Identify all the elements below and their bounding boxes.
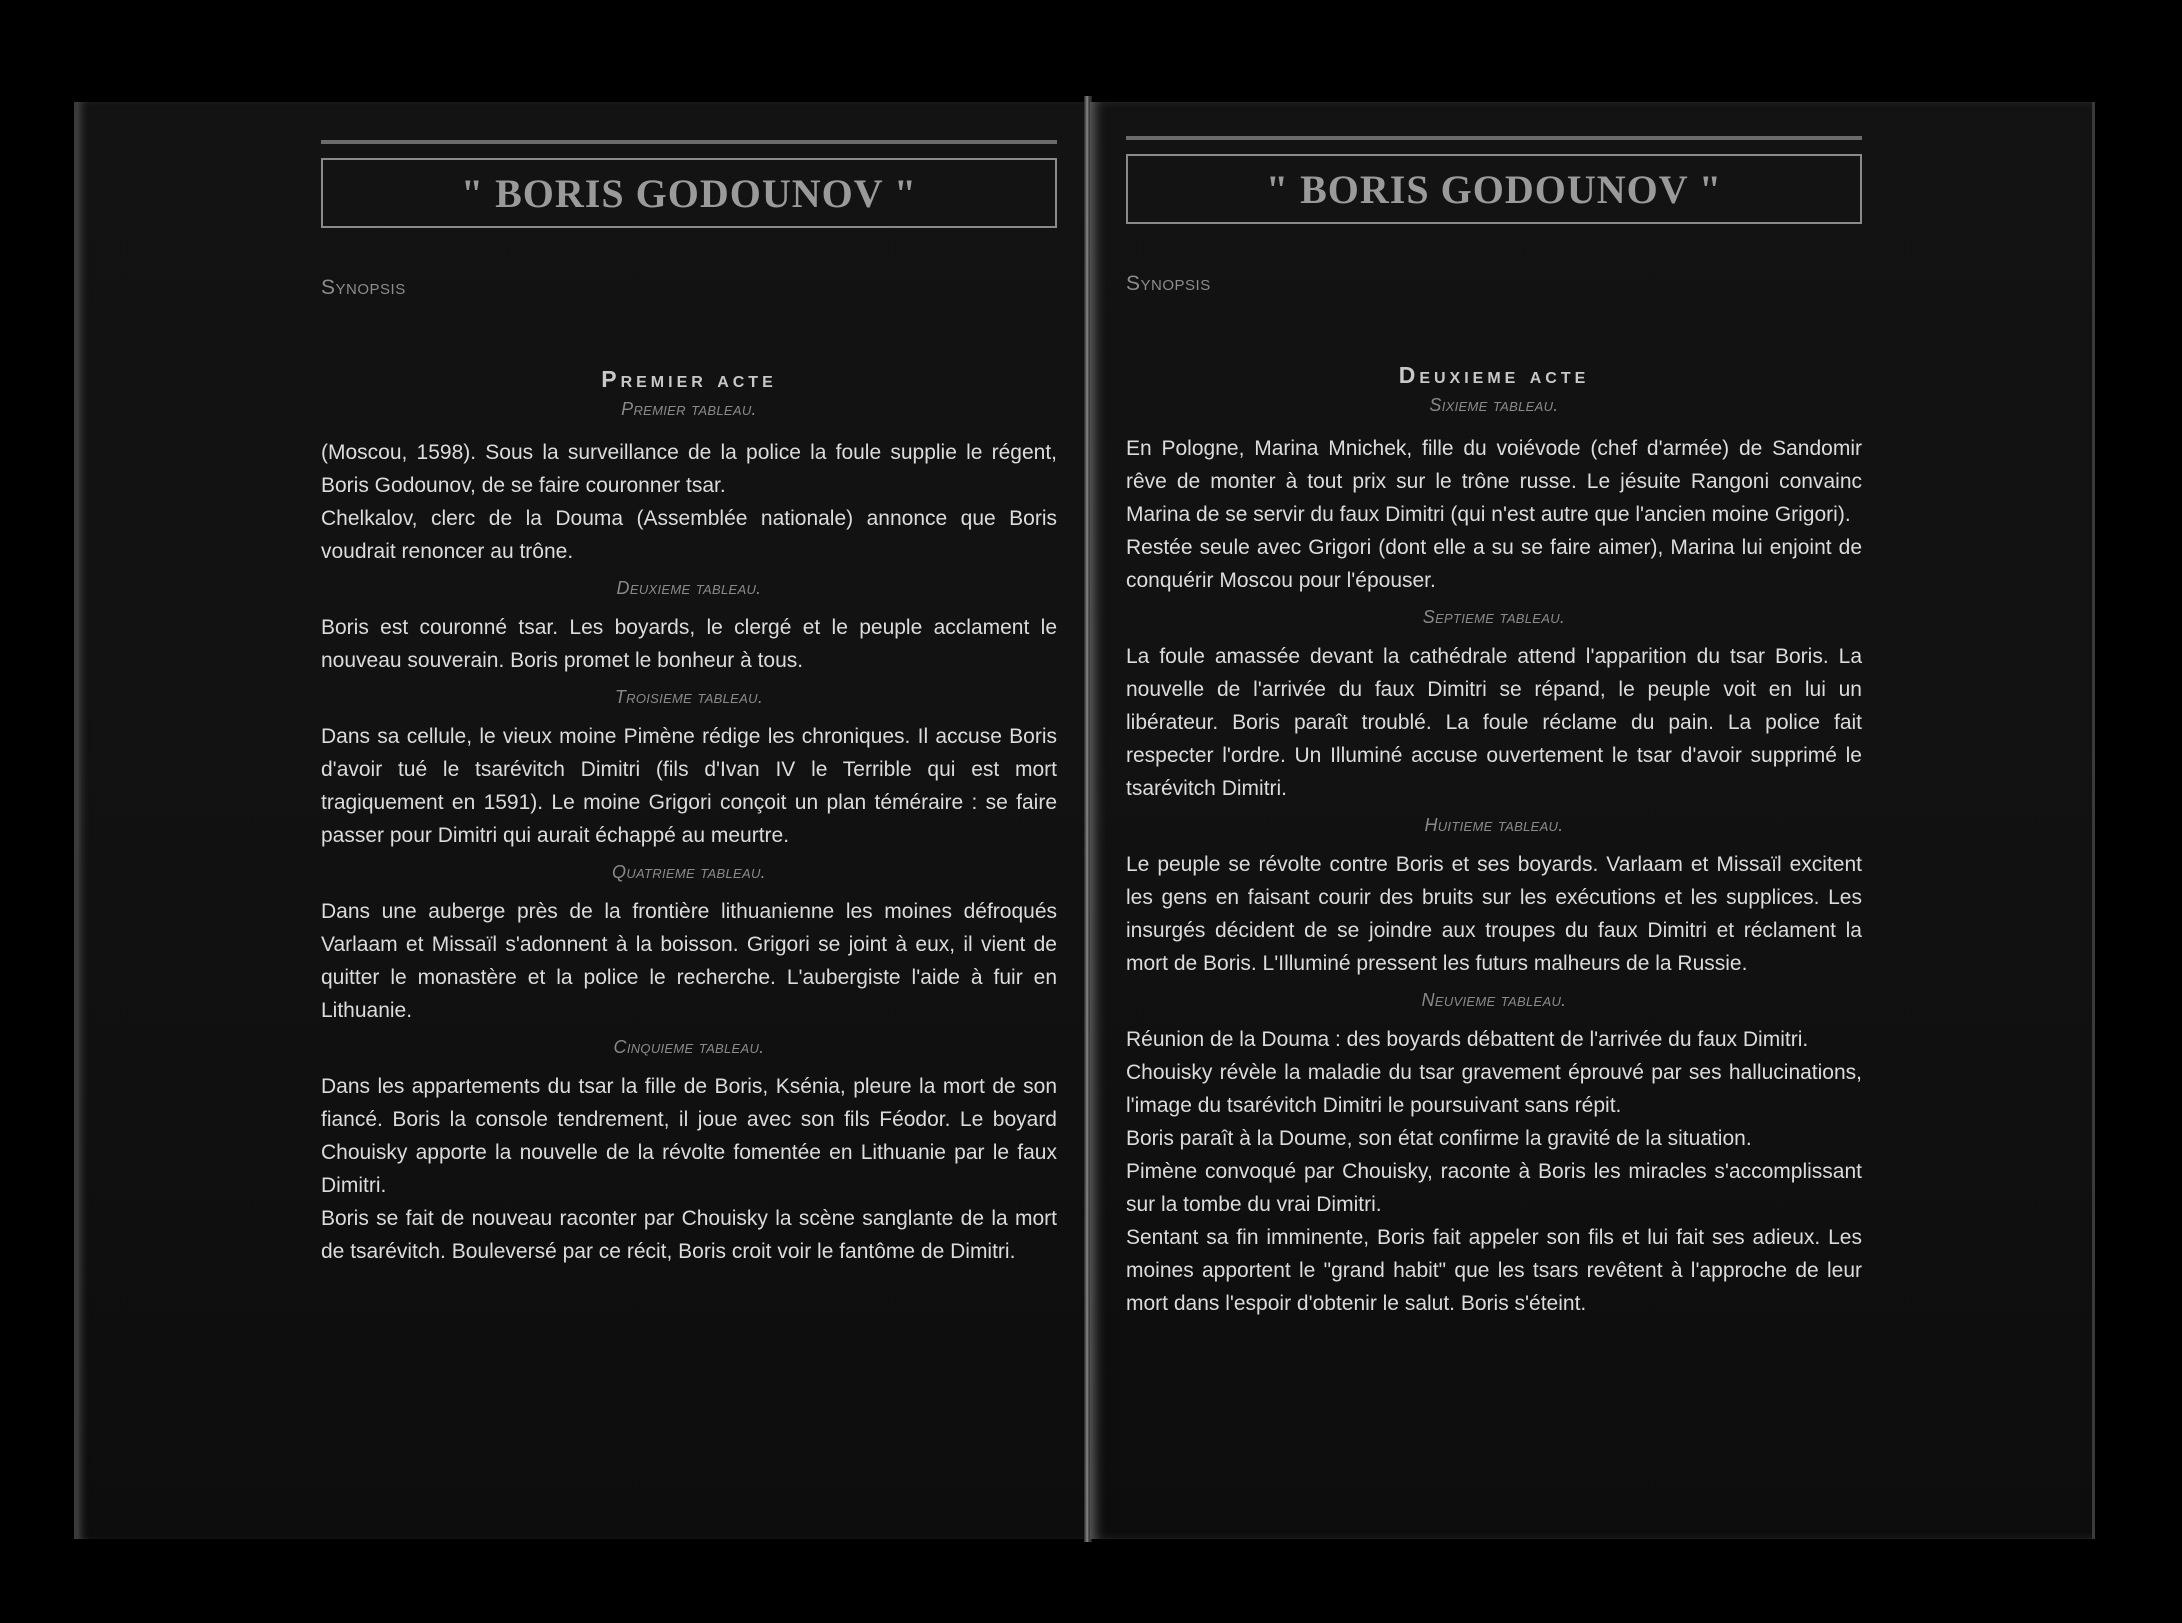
left-page-content [321,140,1057,1268]
tableau-heading: Deuxieme tableau. [616,578,762,598]
page-title: " BORIS GODOUNOV " [321,158,1057,228]
tableau-text [1126,432,1862,597]
tableau-text [1126,640,1862,805]
top-rule [1126,136,1862,140]
tableau-text [321,1070,1057,1268]
tableau-heading: Troisieme tableau. [614,687,764,707]
paragraph: Restée seule avec Grigori (dont elle a su se faire aimer), Marina lui enjoint de conquérir Moscou pour l'épouser. [1126,536,1862,592]
tableau-heading: Sixieme tableau. [1429,395,1559,415]
paragraph: Dans une auberge près de la frontière lithuanienne les moines défroqués Varlaam et Missaïl s'adonnent à la boisson. Grigori se joint à eux, il vient de quitter le monastère et la police le recherche. L'aubergiste l'aide à fuir en Lithuanie. [321,900,1057,1022]
right-page [1090,102,2095,1539]
tableau-text [1126,1023,1862,1320]
paragraph: Boris se fait de nouveau raconter par Chouisky la scène sanglante de la mort de tsarévitch. Bouleversé par ce récit, Boris croit voir le fantôme de Dimitri. [321,1207,1057,1263]
tableau-heading: Neuvieme tableau. [1421,990,1567,1010]
tableau-text [321,436,1057,568]
paragraph: Chouisky révèle la maladie du tsar gravement éprouvé par ses hallucinations, l'image du tsarévitch Dimitri le poursuivant sans répit. [1126,1061,1862,1117]
tableau-text [321,720,1057,852]
paragraph: Dans sa cellule, le vieux moine Pimène rédige les chroniques. Il accuse Boris d'avoir tué le tsarévitch Dimitri (fils d'Ivan IV le Terrible qui est mort tragiquement en 1591). Le moine Grigori conçoit un plan téméraire : se faire passer pour Dimitri qui aurait échappé au meurtre. [321,725,1057,847]
paragraph: Dans les appartements du tsar la fille de Boris, Ksénia, pleure la mort de son fiancé. Boris la console tendrement, il joue avec son fils Féodor. Le boyard Chouisky apporte la nouvelle de la révolte fomentée en Lithuanie par le faux Dimitri. [321,1075,1057,1197]
tableau-text [321,611,1057,677]
paragraph: La foule amassée devant la cathédrale attend l'apparition du tsar Boris. La nouvelle de l'arrivée du faux Dimitri se répand, le peuple voit en lui un libérateur. Boris paraît troublé. La foule réclame du pain. La police fait respecter l'ordre. Un Illuminé accuse ouvertement le tsar d'avoir supprimé le tsarévitch Dimitri. [1126,645,1862,800]
paragraph: Sentant sa fin imminente, Boris fait appeler son fils et lui fait ses adieux. Les moines apportent le "grand habit" que les tsars revêtent à l'approche de leur mort dans l'espoir d'obtenir le salut. Boris s'éteint. [1126,1226,1862,1315]
section-label: Synopsis [321,276,406,299]
paragraph: Réunion de la Douma : des boyards débattent de l'arrivée du faux Dimitri. [1126,1028,1809,1051]
paragraph: En Pologne, Marina Mnichek, fille du voiévode (chef d'armée) de Sandomir rêve de monter à tout prix sur le trône russe. Le jésuite Rangoni convainc Marina de se servir du faux Dimitri (qui n'est autre que l'ancien moine Grigori). [1126,437,1862,526]
act-title: Deuxieme acte [1398,362,1590,388]
tableau-heading: Cinquieme tableau. [613,1037,765,1057]
tableau-heading: Huitieme tableau. [1424,815,1564,835]
section-label: Synopsis [1126,272,1211,295]
left-page [74,102,1084,1539]
paragraph: Boris est couronné tsar. Les boyards, le clergé et le peuple acclament le nouveau souverain. Boris promet le bonheur à tous. [321,616,1057,672]
tableau-text [1126,848,1862,980]
top-rule [321,140,1057,144]
paragraph: (Moscou, 1598). Sous la surveillance de la police la foule supplie le régent, Boris Godounov, de se faire couronner tsar. [321,441,1057,497]
tableau-heading: Quatrieme tableau. [612,862,766,882]
paragraph: Le peuple se révolte contre Boris et ses boyards. Varlaam et Missaïl excitent les gens en faisant courir des bruits sur les exécutions et les supplices. Les insurgés décident de se joindre aux troupes du faux Dimitri et réclament la mort de Boris. L'Illuminé pressent les futurs malheurs de la Russie. [1126,853,1862,975]
act-title: Premier acte [601,366,777,392]
page-title: " BORIS GODOUNOV " [1126,154,1862,224]
tableau-text [321,895,1057,1027]
right-page-content [1126,136,1862,1320]
tableau-heading: Septieme tableau. [1422,607,1566,627]
paragraph: Boris paraît à la Doume, son état confirme la gravité de la situation. [1126,1127,1752,1150]
tableau-heading: Premier tableau. [621,399,757,419]
paragraph: Pimène convoqué par Chouisky, raconte à Boris les miracles s'accomplissant sur la tombe du vrai Dimitri. [1126,1160,1862,1216]
paragraph: Chelkalov, clerc de la Douma (Assemblée nationale) annonce que Boris voudrait renoncer au trône. [321,507,1057,563]
